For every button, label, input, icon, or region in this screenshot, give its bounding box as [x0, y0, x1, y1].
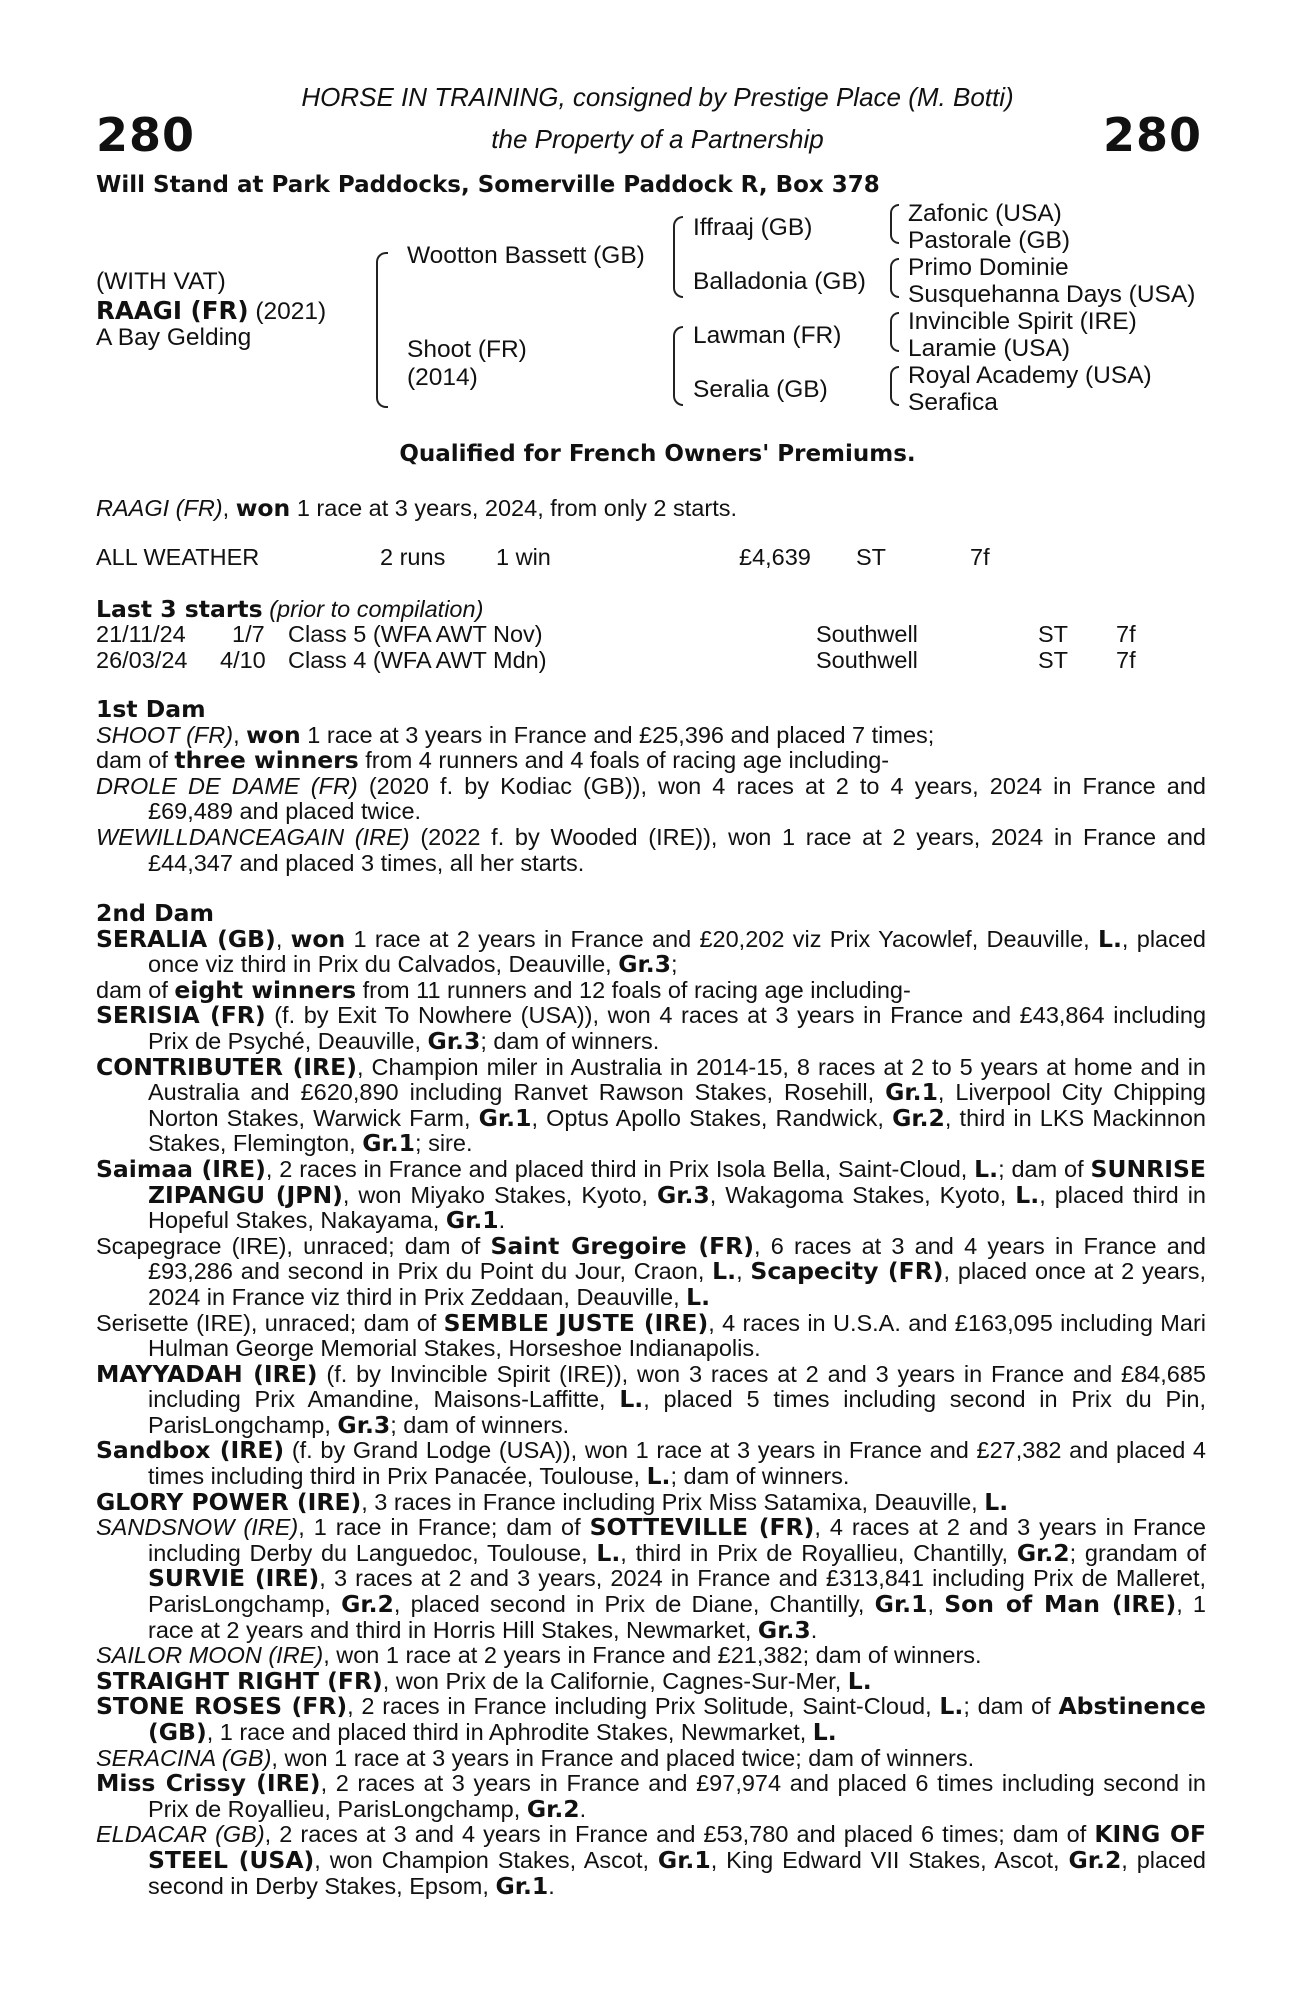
produce-winners: three winners — [174, 746, 359, 775]
text: . — [810, 1616, 818, 1643]
produce-intro-rest: from 4 runners and 4 foals of racing age including- — [358, 747, 890, 774]
group-mark: Gr.2 — [1016, 1538, 1070, 1567]
listed-mark: L. — [712, 1257, 737, 1286]
summary-rest: 1 race at 3 years, 2024, from only 2 starts. — [290, 495, 738, 521]
pedigree-brace-1 — [890, 204, 899, 244]
text: , Liverpool City Chipping Norton Stakes, Warwick Farm, — [148, 1079, 1206, 1131]
produce-entry — [96, 1487, 1206, 1516]
start-race: Class 4 (WFA AWT Mdn) — [288, 647, 547, 673]
surface-wins: 1 win — [496, 544, 551, 570]
group-mark: Gr.3 — [427, 1026, 481, 1055]
produce-name: WEWILLDANCEAGAIN (IRE) — [96, 823, 410, 850]
start-position: 4/10 — [220, 647, 266, 673]
surface-name: ALL WEATHER — [96, 544, 260, 570]
text: (f. by Invincible Spirit (IRE)), won 3 races at 2 and 3 years in France and £84,685 including Prix Amandine, Maisons-Laffitte, — [148, 1360, 1206, 1413]
pedigree-dd: Seralia (GB) — [693, 376, 828, 403]
text: , placed third in Hopeful Stakes, Nakayama, — [148, 1181, 1207, 1234]
produce-entry — [96, 1666, 1206, 1695]
group-mark: Gr.3 — [757, 1615, 811, 1644]
produce-name: KING OF STEEL (USA) — [148, 1820, 1206, 1874]
text: Serisette (IRE), unraced; dam of — [96, 1309, 444, 1336]
start-going: ST — [1038, 621, 1069, 647]
text: , 4 races in U.S.A. and £163,095 including Mari Hulman George Memorial Stakes, Horseshoe Indianapolis. — [148, 1309, 1206, 1362]
produce-entry — [96, 1003, 1206, 1054]
text: , Wakagoma Stakes, Kyoto, — [709, 1181, 1016, 1208]
start-going: ST — [1038, 647, 1069, 673]
produce-name: Scapecity (FR) — [750, 1257, 944, 1286]
pedigree-sd: Balladonia (GB) — [693, 268, 866, 295]
first-dam-produce-intro — [96, 748, 1206, 774]
surface-runs: 2 runs — [380, 544, 446, 570]
produce-name: CONTRIBUTER (IRE) — [96, 1052, 357, 1081]
produce-name: Saimaa (IRE) — [96, 1154, 266, 1183]
pedigree-ddd: Serafica — [908, 389, 998, 416]
horse-description: A Bay Gelding — [96, 324, 252, 351]
text: , 2 races at 3 and 4 years in France and £53,780 and placed 6 times; dam of — [264, 1821, 1095, 1848]
group-mark: Gr.2 — [526, 1794, 580, 1823]
text: ; grandam of — [1069, 1539, 1207, 1566]
lot-number-right: 280 — [1102, 108, 1202, 162]
text: , — [927, 1591, 945, 1618]
last-starts-title: Last 3 starts — [96, 595, 263, 623]
text: , Champion miler in Australia in 2014-15, 8 races at 2 to 5 years at home and in Australia and £620,890 including Ranvet Rawson Stakes, Rosehill, — [148, 1053, 1206, 1106]
text: ; dam of winners. — [670, 1463, 850, 1490]
produce-name: ELDACAR (GB) — [96, 1821, 265, 1848]
start-course: Southwell — [816, 647, 918, 673]
text: , 1 race at 2 years and third in Horris Hill Stakes, Newmarket, — [148, 1591, 1207, 1643]
pedigree-ssd: Pastorale (GB) — [908, 227, 1071, 254]
pedigree-ss: Iffraaj (GB) — [693, 214, 813, 241]
produce-name: MAYYADAH (IRE) — [96, 1359, 318, 1388]
race-summary: RAAGI (FR), won 1 race at 3 years, 2024, from only 2 starts. — [96, 494, 738, 522]
start-race: Class 5 (WFA AWT Nov) — [288, 621, 543, 647]
first-dam-record: SHOOT (FR), won 1 race at 3 years in France and £25,396 and placed 7 times; — [96, 720, 935, 749]
text: 1 race at 2 years in France and £20,202 viz Prix Yacowlef, Deauville, — [345, 925, 1099, 952]
text: , won 1 race at 3 years in France and placed twice; dam of winners. — [271, 1744, 975, 1771]
produce-intro-pre: dam of — [96, 747, 175, 774]
second-dam-won: won — [290, 924, 346, 953]
text: ; dam of winners. — [480, 1027, 660, 1054]
pedigree-brace-main — [376, 252, 388, 408]
produce-winners: eight winners — [174, 975, 357, 1004]
horse-name-line — [96, 296, 326, 326]
second-dam-record: SERALIA (GB), won 1 race at 2 years in France and £20,202 viz Prix Yacowlef, Deauville, L., placed once viz third in Prix du Calvados, Deauville, Gr.3; — [96, 924, 1206, 979]
start-date: 21/11/24 — [96, 621, 186, 647]
produce-name: STONE ROSES (FR) — [96, 1692, 348, 1721]
text: , placed 5 times including second in Prix du Pin, ParisLongchamp, — [148, 1386, 1206, 1438]
text: . — [579, 1795, 587, 1822]
produce-name: Sandbox (IRE) — [96, 1436, 285, 1465]
produce-entry — [96, 1052, 1206, 1158]
second-dam-produce-intro — [96, 975, 1206, 1004]
text: , — [736, 1258, 751, 1285]
produce-name: DROLE DE DAME (FR) — [96, 772, 358, 799]
listed-mark: L. — [596, 1538, 621, 1567]
produce-name: SERISIA (FR) — [96, 1001, 266, 1030]
produce-name: Son of Man (IRE) — [944, 1590, 1177, 1619]
second-dam-section — [96, 901, 1206, 1899]
text: Scapegrace (IRE), unraced; dam of — [96, 1232, 491, 1259]
text: ; sire. — [415, 1130, 473, 1157]
produce-name: SEMBLE JUSTE (IRE) — [443, 1308, 709, 1337]
start-date: 26/03/24 — [96, 647, 188, 673]
first-dam-section — [96, 697, 1206, 876]
text: , 2 races in France including Prix Solitude, Saint-Cloud, — [347, 1693, 940, 1720]
pedigree-brace-sire — [673, 216, 683, 298]
surface-prize: £4,639 — [739, 544, 811, 570]
listed-mark: L. — [984, 1487, 1009, 1516]
text: dam of — [96, 976, 175, 1003]
second-dam-heading: 2nd Dam — [96, 899, 214, 927]
horse-name: RAAGI (FR) — [96, 296, 249, 325]
vat-note: (WITH VAT) — [96, 268, 226, 295]
produce-name: SAILOR MOON (IRE) — [96, 1642, 324, 1669]
pedigree-dam: Shoot (FR) — [407, 336, 527, 363]
text: , 6 races at 3 and 4 years in France and £93,286 and second in Prix du Point du Jour, Craon, — [148, 1232, 1206, 1285]
text: ; dam of winners. — [390, 1411, 570, 1438]
text: , won 1 race at 2 years in France and £21,382; dam of winners. — [323, 1642, 982, 1669]
text: , third in Prix de Royallieu, Chantilly, — [620, 1539, 1017, 1566]
produce-name: STRAIGHT RIGHT (FR) — [96, 1666, 383, 1695]
text: , placed second in Derby Stakes, Epsom, — [148, 1846, 1206, 1899]
qualified-note: Qualified for French Owners' Premiums. — [399, 441, 916, 467]
text: , won Champion Stakes, Ascot, — [314, 1846, 658, 1873]
listed-mark: L. — [939, 1692, 964, 1721]
group-mark: Gr.3 — [656, 1180, 710, 1209]
produce-text: (2020 f. by Kodiac (GB)), won 4 races at 2 to 4 years, 2024 in France and £69,489 and placed twice. — [148, 772, 1206, 825]
produce-entry — [96, 1154, 1207, 1235]
group-mark: Gr.1 — [478, 1103, 532, 1132]
text: (f. by Grand Lodge (USA)), won 1 race at 3 years in France and £27,382 and placed 4 times including third in Prix Panacée, Toulouse, — [148, 1437, 1206, 1490]
text: . — [498, 1207, 506, 1234]
produce-name: SANDSNOW (IRE) — [96, 1514, 299, 1541]
listed-mark: L. — [847, 1666, 872, 1695]
listed-mark: L. — [619, 1385, 644, 1414]
text: . — [548, 1872, 555, 1899]
start-distance: 7f — [1116, 621, 1136, 647]
first-dam-name: SHOOT (FR) — [96, 721, 234, 748]
listed-mark: L. — [1015, 1180, 1040, 1209]
text: ; dam of — [963, 1693, 1059, 1720]
text: , 1 race and placed third in Aphrodite Stakes, Newmarket, — [206, 1719, 813, 1745]
first-dam-heading: 1st Dam — [96, 695, 206, 723]
text: , won Prix de la Californie, Cagnes-Sur-Mer, — [382, 1667, 848, 1694]
pedigree-brace-2 — [890, 258, 899, 298]
pedigree-sss: Zafonic (USA) — [908, 200, 1062, 227]
text: ; — [671, 951, 678, 978]
text: , 2 races at 3 years in France and £97,974 and placed 6 times including second in Prix de Royallieu, ParisLongchamp, — [148, 1770, 1207, 1822]
first-dam-won: won — [246, 720, 301, 749]
group-mark: Gr.2 — [892, 1103, 945, 1132]
produce-name: Abstinence (GB) — [148, 1692, 1206, 1746]
start-position: 1/7 — [232, 621, 265, 647]
header-property: the Property of a Partnership — [491, 124, 824, 154]
produce-name: GLORY POWER (IRE) — [96, 1487, 362, 1516]
pedigree-brace-dam — [673, 326, 683, 406]
produce-entry — [96, 1694, 1206, 1745]
horse-year: (2021) — [255, 298, 327, 325]
pedigree-brace-4 — [890, 366, 899, 406]
produce-entry — [96, 1359, 1206, 1439]
produce-name: SERACINA (GB) — [96, 1744, 272, 1771]
produce-entry — [96, 1308, 1206, 1362]
listed-mark: L. — [812, 1718, 837, 1746]
summary-horse-name: RAAGI (FR) — [96, 495, 223, 521]
last-starts-heading — [96, 595, 483, 623]
start-distance: 7f — [1116, 647, 1136, 673]
text: (f. by Exit To Nowhere (USA)), won 4 races at 3 years in France and £43,864 including Prix de Psyché, Deauville, — [148, 1002, 1207, 1054]
group-mark: Gr.1 — [362, 1129, 416, 1158]
last-starts-note: (prior to compilation) — [269, 596, 484, 622]
pedigree-dds: Royal Academy (USA) — [908, 362, 1152, 389]
pedigree-brace-3 — [890, 312, 899, 352]
produce-name: SURVIE (IRE) — [148, 1564, 320, 1593]
summary-won: won — [235, 494, 291, 522]
pedigree-sds: Primo Dominie — [908, 254, 1069, 281]
text: from 11 runners and 12 foals of racing age including- — [356, 976, 911, 1003]
start-course: Southwell — [816, 621, 918, 647]
listed-mark: L. — [686, 1282, 711, 1311]
group-mark: Gr.3 — [618, 950, 672, 979]
pedigree-sire: Wootton Bassett (GB) — [407, 242, 645, 269]
text: , 4 races at 2 and 3 years in France including Derby du Languedoc, Toulouse, — [148, 1514, 1206, 1566]
produce-entry — [96, 1822, 1206, 1899]
pedigree-dam-year: (2014) — [407, 364, 478, 391]
text: , placed once at 2 years, 2024 in France viz third in Prix Zeddaan, Deauville, — [148, 1258, 1207, 1310]
header-consignor: HORSE IN TRAINING, consigned by Prestige Place (M. Botti) — [301, 82, 1014, 112]
produce-entry — [96, 1231, 1207, 1311]
group-mark: Gr.3 — [337, 1410, 391, 1439]
text: , 1 race in France; dam of — [298, 1514, 590, 1541]
pedigree-sdd: Susquehanna Days (USA) — [908, 281, 1196, 308]
group-mark: Gr.1 — [495, 1871, 549, 1900]
pedigree-dss: Invincible Spirit (IRE) — [908, 308, 1137, 335]
produce-name: Miss Crissy (IRE) — [96, 1769, 321, 1798]
group-mark: Gr.1 — [657, 1845, 711, 1874]
group-mark: Gr.1 — [445, 1206, 499, 1235]
listed-mark: L. — [646, 1462, 671, 1491]
produce-name: Saint Gregoire (FR) — [490, 1231, 754, 1260]
text: , Optus Apollo Stakes, Randwick, — [531, 1104, 893, 1131]
second-dam-name: SERALIA (GB) — [96, 924, 276, 953]
produce-entry — [96, 1643, 1206, 1669]
surface-distance: 7f — [970, 544, 990, 570]
text: , third in LKS Mackinnon Stakes, Flemington, — [148, 1104, 1206, 1157]
text: ; dam of — [998, 1155, 1091, 1182]
first-dam-record-text: 1 race at 3 years in France and £25,396 and placed 7 times; — [300, 721, 935, 748]
text: , 2 races in France and placed third in Prix Isola Bella, Saint-Cloud, — [265, 1155, 975, 1182]
pedigree-dsd: Laramie (USA) — [908, 335, 1071, 362]
produce-name: SOTTEVILLE (FR) — [589, 1513, 815, 1542]
text: , placed once viz third in Prix du Calvados, Deauville, — [148, 925, 1206, 978]
text: , placed second in Prix de Diane, Chantilly, — [393, 1591, 875, 1618]
produce-entry — [96, 1438, 1206, 1489]
text: , won Miyako Stakes, Kyoto, — [342, 1181, 657, 1208]
produce-entry — [96, 1771, 1206, 1822]
group-mark: Gr.1 — [885, 1078, 938, 1107]
produce-entry — [96, 825, 1206, 876]
produce-entry — [96, 1746, 1206, 1772]
produce-name: SUNRISE ZIPANGU (JPN) — [148, 1154, 1206, 1209]
pedigree-ds: Lawman (FR) — [693, 322, 842, 349]
listed-mark: L. — [974, 1154, 999, 1183]
produce-text: (2022 f. by Wooded (IRE)), won 1 race at 2 years, 2024 in France and £44,347 and placed 3 times, all her starts. — [148, 823, 1206, 876]
text: , 3 races at 2 and 3 years, 2024 in France and £313,841 including Prix de Malleret, ParisLongchamp, — [148, 1565, 1207, 1618]
lot-number-left: 280 — [96, 108, 196, 162]
listed-mark: L. — [1098, 924, 1122, 953]
group-mark: Gr.2 — [1068, 1845, 1122, 1874]
header-location: Will Stand at Park Paddocks, Somerville Paddock R, Box 378 — [96, 172, 880, 198]
text: , 3 races in France including Prix Miss Satamixa, Deauville, — [361, 1488, 985, 1515]
produce-entry — [96, 1515, 1206, 1643]
surface-going: ST — [856, 544, 887, 570]
produce-entry — [96, 774, 1206, 825]
group-mark: Gr.1 — [874, 1590, 928, 1619]
text: , King Edward VII Stakes, Ascot, — [710, 1846, 1069, 1873]
group-mark: Gr.2 — [341, 1590, 394, 1619]
